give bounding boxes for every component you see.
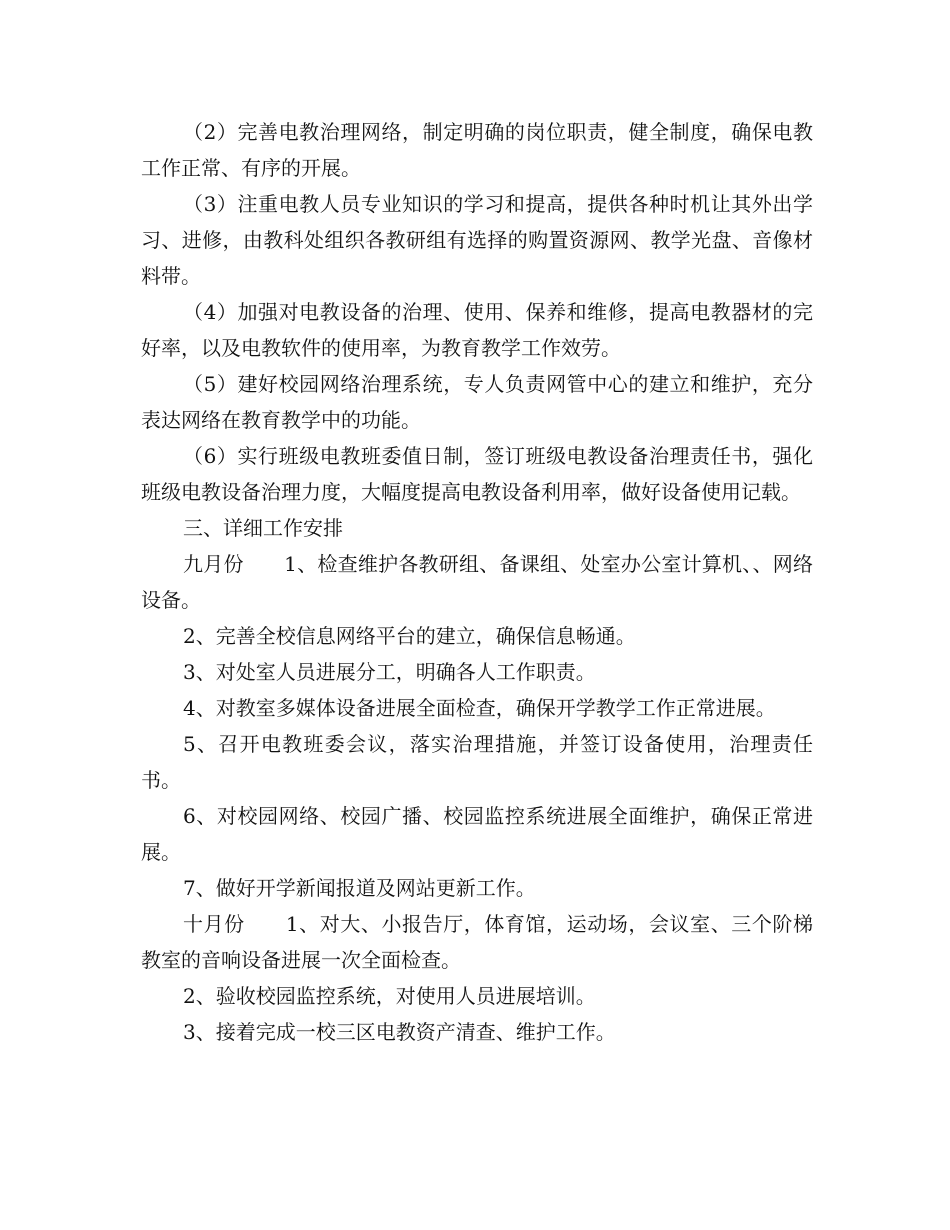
paragraph-september-item-3: 3、对处室人员进展分工，明确各人工作职责。 — [183, 660, 596, 684]
paragraph-september-item-5: 5、召开电教班委会议，落实治理措施，并签订设备使用，治理责任书。 — [141, 732, 813, 792]
section-heading-work-plan: 三、详细工作安排 — [183, 516, 343, 540]
paragraph-october-item-3: 3、接着完成一校三区电教资产清查、维护工作。 — [183, 1020, 616, 1044]
paragraph-september-item-7: 7、做好开学新闻报道及网站更新工作。 — [183, 876, 536, 900]
paragraph-staff-training: （3）注重电教人员专业知识的学习和提高，提供各种时机让其外出学习、进修，由教科处组织各教研组有选择的购置资源网、教学光盘、音像材料带。 — [141, 192, 813, 288]
paragraph-equipment-maintenance: （4）加强对电教设备的治理、使用、保养和维修，提高电教器材的完好率，以及电教软件的使用率，为教育教学工作效劳。 — [141, 300, 813, 360]
document-body — [141, 114, 813, 1050]
paragraph-october-item-2: 2、验收校园监控系统，对使用人员进展培训。 — [183, 984, 596, 1008]
paragraph-september-item-1: 九月份 1、检查维护各教研组、备课组、处室办公室计算机、、网络设备。 — [141, 552, 813, 612]
paragraph-september-item-2: 2、完善全校信息网络平台的建立，确保信息畅通。 — [183, 624, 636, 648]
paragraph-campus-network: （5）建好校园网络治理系统，专人负责网管中心的建立和维护，充分表达网络在教育教学中的功能。 — [141, 372, 813, 432]
paragraph-october-item-1: 十月份 1、对大、小报告厅，体育馆，运动场，会议室、三个阶梯教室的音响设备进展一次全面检查。 — [141, 912, 813, 972]
paragraph-class-duty: （6）实行班级电教班委值日制，签订班级电教设备治理责任书，强化班级电教设备治理力度，大幅度提高电教设备利用率，做好设备使用记载。 — [141, 444, 813, 504]
paragraph-duty-network: （2）完善电教治理网络，制定明确的岗位职责，健全制度，确保电教工作正常、有序的开展。 — [141, 120, 813, 180]
paragraph-september-item-4: 4、对教室多媒体设备进展全面检查，确保开学教学工作正常进展。 — [183, 696, 776, 720]
paragraph-september-item-6: 6、对校园网络、校园广播、校园监控系统进展全面维护，确保正常进展。 — [141, 804, 813, 864]
